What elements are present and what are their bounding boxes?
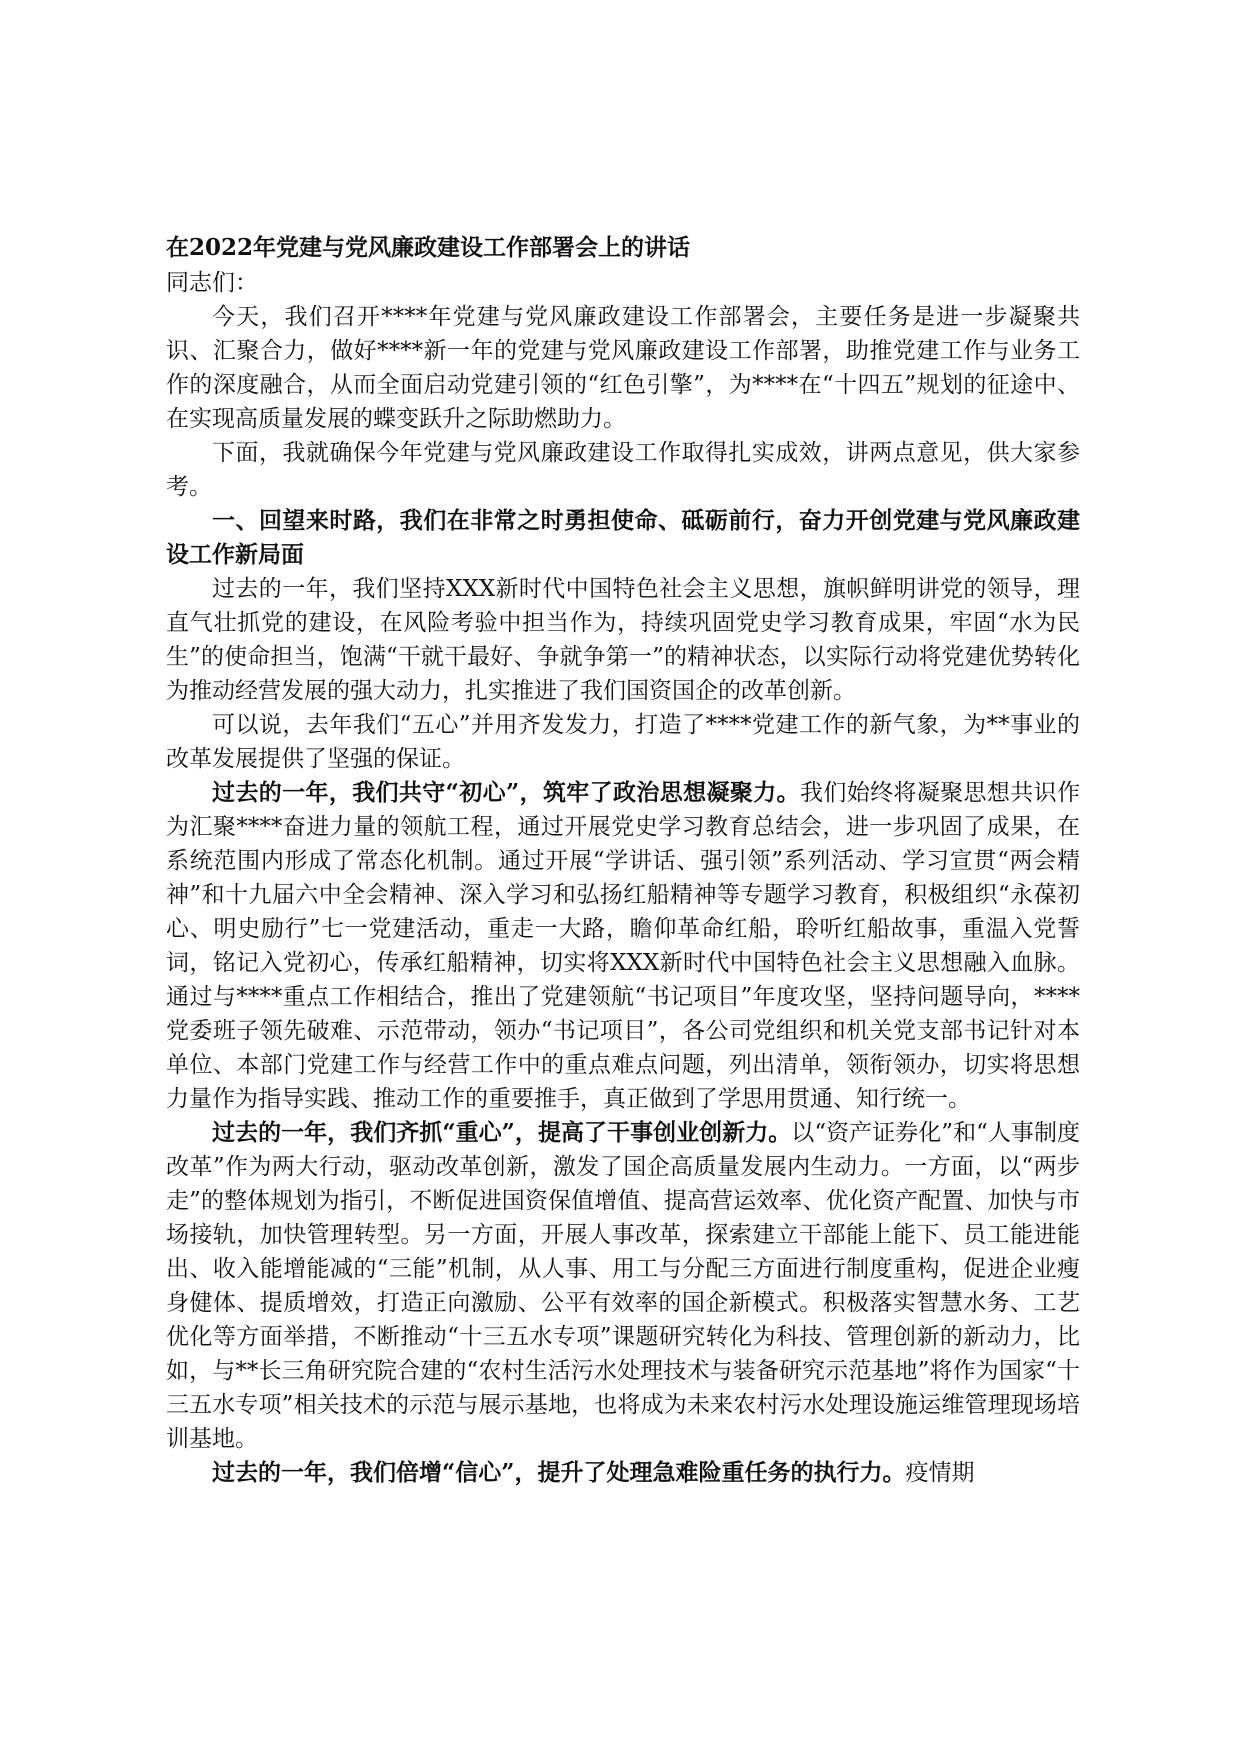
paragraph-lead: 过去的一年，我们共守“初心”，筑牢了政治思想凝聚力。 xyxy=(212,779,800,806)
body-paragraph xyxy=(166,1456,1080,1490)
intro-paragraph: 下面，我就确保今年党建与党风廉政建设工作取得扎实成效，讲两点意见，供大家参考。 xyxy=(166,440,1080,500)
paragraph-lead: 过去的一年，我们倍增“信心”，提升了处理急难险重任务的执行力。 xyxy=(212,1459,906,1486)
document-title: 在2022年党建与党风廉政建设工作部署会上的讲话 xyxy=(166,234,691,261)
paragraph-text: 以“资产证券化”和“人事制度改革”作为两大行动，驱动改革创新，激发了国企高质量发展内生动力。一方面，以“两步走”的整体规划为指引，不断促进国资保值增值、提高营运效率、优化资产配置、加快与市场接轨，加快管理转型。另一方面，开展人事改革，探索建立干部能上能下、员工能进能出、收入能增能减的“三能”机制，从人事、用工与分配三方面进行制度重构，促进企业瘦身健体、提质增效，打造正向激励、公平有效率的国企新模式。积极落实智慧水务、工艺优化等方面举措，不断推动“十三五水专项”课题研究转化为科技、管理创新的新动力，比如，与**长三角研究院合建的“农村生活污水处理技术与装备研究示范基地”将作为国家“十三五水专项”相关技术的示范与展示基地，也将成为未来农村污水处理设施运维管理现场培训基地。 xyxy=(166,1120,1080,1452)
body-paragraph: 过去的一年，我们坚持XXX新时代中国特色社会主义思想，旗帜鲜明讲党的领导，理直气壮抓党的建设，在风险考验中担当作为，持续巩固党史学习教育成果，牢固“水为民生”的使命担当，饱满“干就干最好、争就争第一”的精神状态，以实际行动将党建优势转化为推动经营发展的强大动力，扎实推进了我们国资国企的改革创新。 xyxy=(166,576,1080,704)
paragraph-text: 疫情期 xyxy=(905,1460,975,1486)
body-paragraph xyxy=(166,776,1080,1116)
intro-paragraph: 今天，我们召开****年党建与党风廉政建设工作部署会，主要任务是进一步凝聚共识、汇聚合力，做好****新一年的党建与党风廉政建设工作部署，助推党建工作与业务工作的深度融合，从而全面启动党建引领的“红色引擎”，为****在“十四五”规划的征途中、在实现高质量发展的蝶变跃升之际助燃助力。 xyxy=(166,304,1080,432)
body-paragraph: 可以说，去年我们“五心”并用齐发发力，打造了****党建工作的新气象，为**事业的改革发展提供了坚强的保证。 xyxy=(166,712,1080,772)
paragraph-text: 我们始终将凝聚思想共识作为汇聚****奋进力量的领航工程，通过开展党史学习教育总结会，进一步巩固了成果，在系统范围内形成了常态化机制。通过开展“学讲话、强引领”系列活动、学习宣贯“两会精神”和十九届六中全会精神、深入学习和弘扬红船精神等专题学习教育，积极组织“永葆初心、明史励行”七一党建活动，重走一大路，瞻仰革命红船，聆听红船故事，重温入党誓词，铭记入党初心，传承红船精神，切实将XXX新时代中国特色社会主义思想融入血脉。通过与****重点工作相结合，推出了党建领航“书记项目”年度攻坚，坚持问题导向，****党委班子领先破难、示范带动，领办“书记项目”，各公司党组织和机关党支部书记针对本单位、本部门党建工作与经营工作中的重点难点问题，列出清单，领衔领办，切实将思想力量作为指导实践、推动工作的重要推手，真正做到了学思用贯通、知行统一。 xyxy=(166,780,1080,1112)
body-paragraph xyxy=(166,1116,1080,1456)
section-heading: 一、回望来时路，我们在非常之时勇担使命、砥砺前行，奋力开创党建与党风廉政建设工作新局面 xyxy=(166,507,1080,568)
greeting: 同志们： xyxy=(166,270,258,296)
document-body xyxy=(166,230,1080,1490)
paragraph-lead: 过去的一年，我们齐抓“重心”，提高了干事创业创新力。 xyxy=(212,1119,792,1146)
